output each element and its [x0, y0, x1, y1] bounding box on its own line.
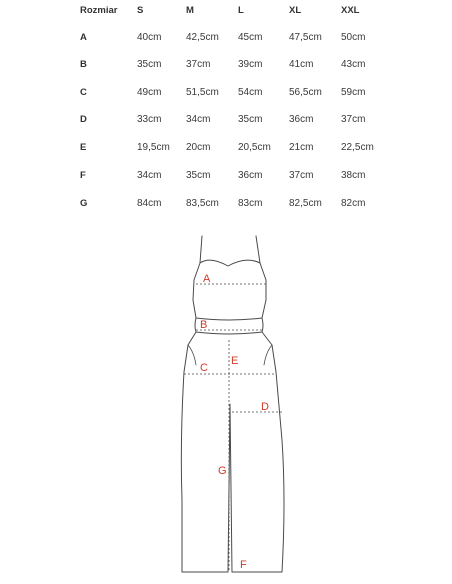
table-cell: 83,5cm: [186, 198, 219, 209]
header-size-xxl: XXL: [341, 5, 360, 16]
table-cell: 82,5cm: [289, 198, 322, 209]
table-cell: 35cm: [238, 114, 263, 125]
table-cell: 40cm: [137, 32, 162, 43]
label-g: G: [218, 465, 227, 477]
header-size-m: M: [186, 5, 194, 16]
table-cell: 45cm: [238, 32, 263, 43]
bodice-outline: [193, 260, 266, 320]
table-cell: 59cm: [341, 87, 366, 98]
table-row: [0, 85, 452, 101]
table-cell: 22,5cm: [341, 142, 374, 153]
label-d: D: [261, 401, 269, 413]
table-cell: 37cm: [289, 170, 314, 181]
table-row: [0, 168, 452, 184]
table-cell: 50cm: [341, 32, 366, 43]
header-size-s: S: [137, 5, 144, 16]
table-cell: 42,5cm: [186, 32, 219, 43]
table-cell: 37cm: [341, 114, 366, 125]
label-a: A: [203, 273, 211, 285]
jumpsuit-outline-svg: [0, 228, 452, 584]
table-row: [0, 196, 452, 212]
row-label: G: [80, 198, 88, 209]
table-cell: 36cm: [289, 114, 314, 125]
table-row: [0, 30, 452, 46]
table-cell: 21cm: [289, 142, 314, 153]
row-label: E: [80, 142, 87, 153]
row-label: A: [80, 32, 87, 43]
table-cell: 49cm: [137, 87, 162, 98]
table-row: [0, 140, 452, 156]
table-cell: 83cm: [238, 198, 263, 209]
trousers-outline: [181, 332, 284, 572]
table-cell: 84cm: [137, 198, 162, 209]
dimension-lines: [184, 284, 282, 572]
table-cell: 35cm: [137, 59, 162, 70]
table-cell: 51,5cm: [186, 87, 219, 98]
table-cell: 20cm: [186, 142, 211, 153]
left-strap: [200, 236, 202, 263]
table-cell: 47,5cm: [289, 32, 322, 43]
left-pocket: [188, 345, 196, 365]
right-pocket: [264, 345, 272, 365]
table-cell: 38cm: [341, 170, 366, 181]
table-cell: 33cm: [137, 114, 162, 125]
table-cell: 35cm: [186, 170, 211, 181]
label-b: B: [200, 319, 208, 331]
table-cell: 54cm: [238, 87, 263, 98]
table-row: [0, 57, 452, 73]
table-header-row: [0, 3, 452, 19]
table-row: [0, 112, 452, 128]
table-cell: 20,5cm: [238, 142, 271, 153]
header-size-l: L: [238, 5, 244, 16]
table-cell: 19,5cm: [137, 142, 170, 153]
header-size-label: Rozmiar: [80, 5, 118, 16]
dimension-labels: [200, 273, 269, 571]
header-size-xl: XL: [289, 5, 302, 16]
row-label: D: [80, 114, 87, 125]
table-cell: 41cm: [289, 59, 314, 70]
table-cell: 82cm: [341, 198, 366, 209]
label-c: C: [200, 362, 208, 374]
row-label: B: [80, 59, 87, 70]
right-strap: [256, 236, 260, 263]
label-f: F: [240, 559, 247, 571]
table-cell: 34cm: [186, 114, 211, 125]
row-label: F: [80, 170, 86, 181]
table-cell: 36cm: [238, 170, 263, 181]
table-cell: 43cm: [341, 59, 366, 70]
table-cell: 39cm: [238, 59, 263, 70]
row-label: C: [80, 87, 87, 98]
table-cell: 37cm: [186, 59, 211, 70]
jumpsuit-diagram: [0, 228, 452, 584]
label-e: E: [231, 355, 239, 367]
table-cell: 34cm: [137, 170, 162, 181]
table-cell: 56,5cm: [289, 87, 322, 98]
